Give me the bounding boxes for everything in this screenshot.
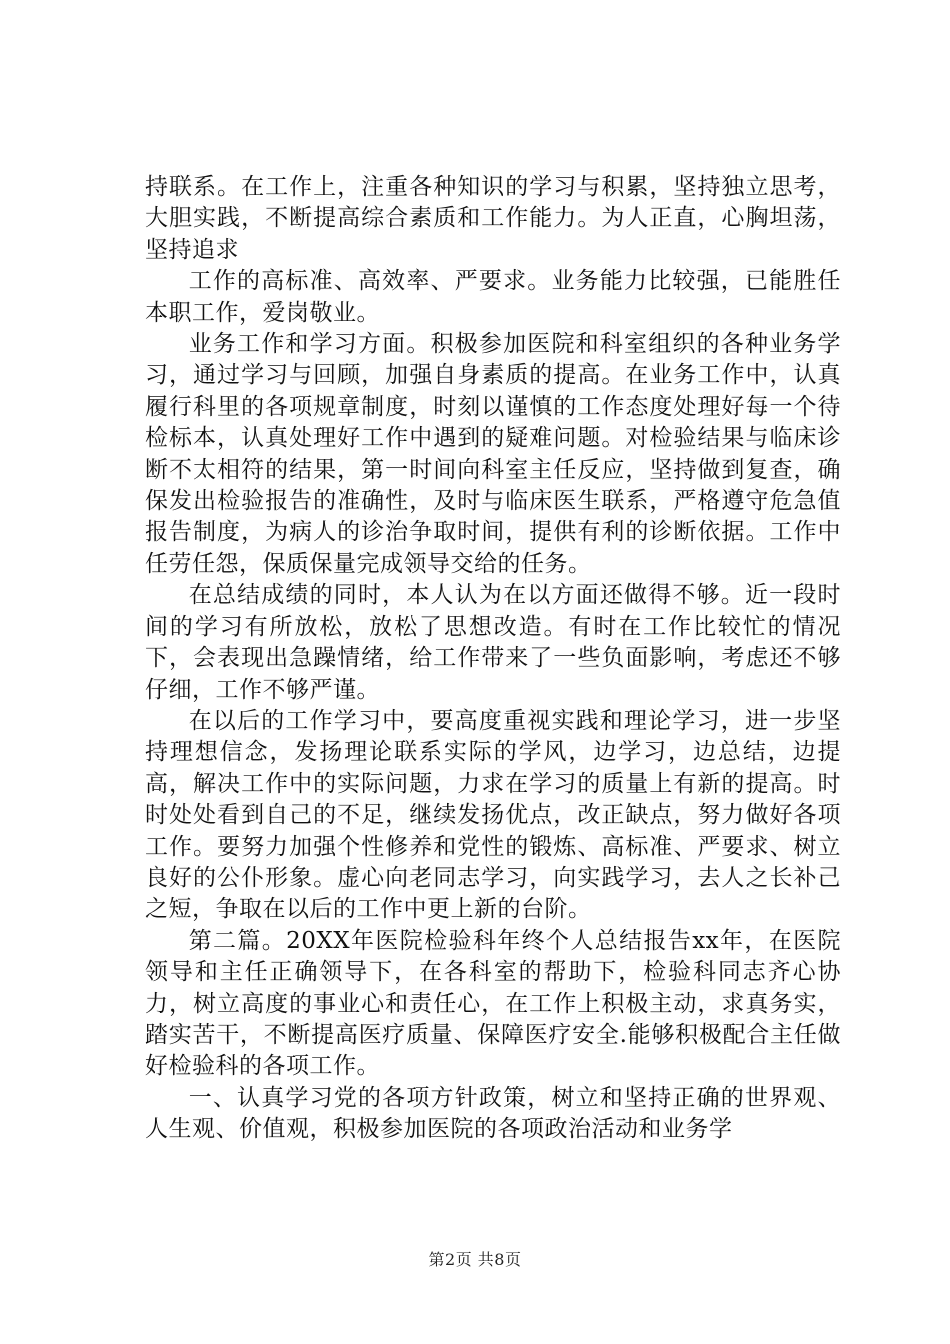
paragraph-7: 一、认真学习党的各项方针政策，树立和坚持正确的世界观、人生观、价值观，积极参加医院的各项政治活动和业务学 xyxy=(145,1084,841,1143)
paragraph-5: 在以后的工作学习中，要高度重视实践和理论学习，进一步坚持理想信念，发扬理论联系实际的学风，边学习，边总结，边提高，解决工作中的实际问题，力求在学习的质量上有新的提高。时时处处看到自己的不足，继续发扬优点，改正缺点，努力做好各项工作。要努力加强个性修养和党性的锻炼、高标准、严要求、树立良好的公仆形象。虚心向老同志学习，向实践学习，去人之长补己之短，争取在以后的工作中更上新的台阶。 xyxy=(145,707,841,923)
paragraph-4: 在总结成绩的同时，本人认为在以方面还做得不够。近一段时间的学习有所放松，放松了思想改造。有时在工作比较忙的情况下，会表现出急躁情绪，给工作带来了一些负面影响，考虑还不够仔细，工作不够严谨。 xyxy=(145,582,841,703)
page-footer: 第2页 共8页 xyxy=(428,1250,522,1269)
document-body xyxy=(145,172,841,1146)
paragraph-6: 第二篇。20XX年医院检验科年终个人总结报告xx年，在医院领导和主任正确领导下，在各科室的帮助下，检验科同志齐心协力，树立高度的事业心和责任心，在工作上积极主动，求真务实，踏实苦干，不断提高医疗质量、保障医疗安全.能够积极配合主任做好检验科的各项工作。 xyxy=(145,927,841,1080)
paragraph-2: 工作的高标准、高效率、严要求。业务能力比较强，已能胜任本职工作，爱岗敬业。 xyxy=(145,268,841,326)
paragraph-3: 业务工作和学习方面。积极参加医院和科室组织的各种业务学习，通过学习与回顾，加强自身素质的提高。在业务工作中，认真履行科里的各项规章制度，时刻以谨慎的工作态度处理好每一个待检标本，认真处理好工作中遇到的疑难问题。对检验结果与临床诊断不太相符的结果，第一时间向科室主任反应，坚持做到复查，确保发出检验报告的准确性，及时与临床医生联系，严格遵守危急值报告制度，为病人的诊治争取时间，提供有利的诊断依据。工作中任劳任怨，保质保量完成领导交给的任务。 xyxy=(145,331,841,577)
paragraph-1: 持联系。在工作上，注重各种知识的学习与积累，坚持独立思考，大胆实践，不断提高综合素质和工作能力。为人正直，心胸坦荡，坚持追求 xyxy=(145,174,841,263)
